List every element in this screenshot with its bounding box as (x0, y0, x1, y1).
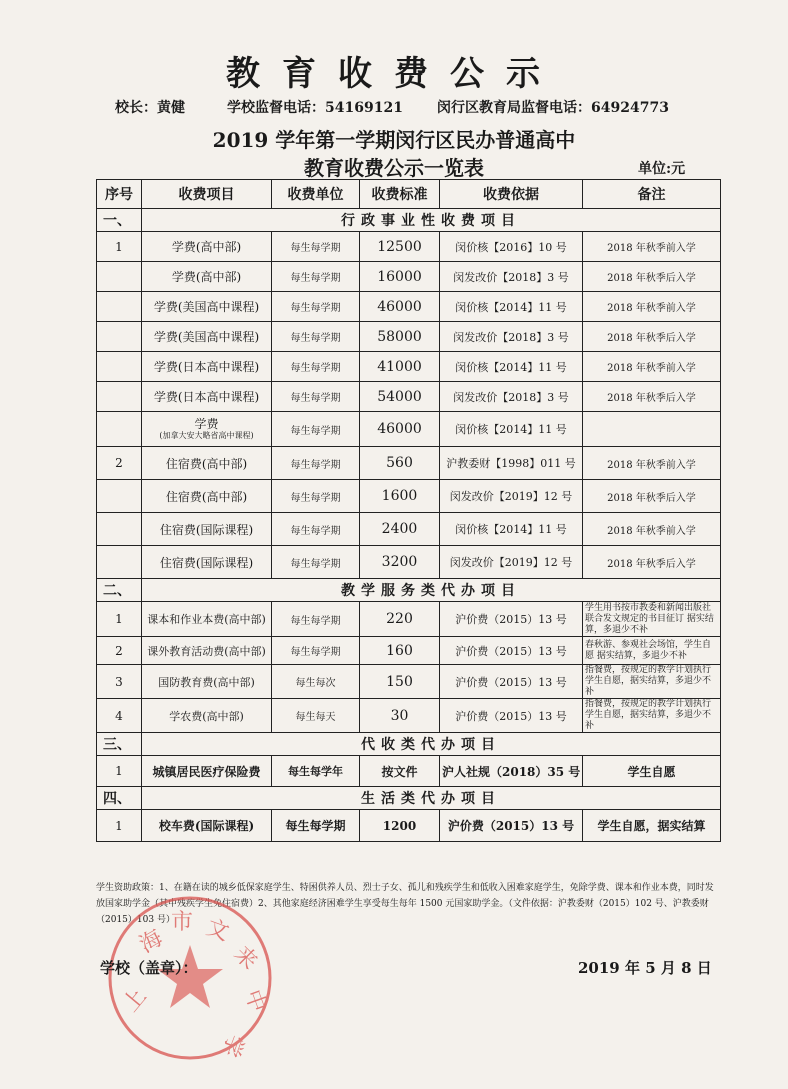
table-row (97, 546, 721, 579)
cell-item: 学费(美国高中课程) (142, 322, 272, 352)
cell-standard: 按文件 (360, 756, 440, 787)
header-no: 序号 (97, 180, 142, 209)
cell-no (97, 292, 142, 322)
currency-unit: 单位:元 (638, 161, 686, 177)
cell-no: 1 (97, 602, 142, 637)
cell-unit: 每生每学年 (272, 756, 360, 787)
cell-unit: 每生每学期 (272, 412, 360, 447)
cell-standard: 12500 (360, 232, 440, 262)
table-row (97, 665, 721, 699)
cell-note (583, 412, 721, 447)
cell-unit: 每生每天 (272, 699, 360, 733)
cell-item: 学费(日本高中课程) (142, 382, 272, 412)
header-basis: 收费依据 (440, 180, 583, 209)
cell-basis: 沪价费（2015）13 号 (440, 665, 583, 699)
cell-note: 春秋游、参观社会场馆，学生自愿 据实结算，多退少不补 (583, 637, 721, 665)
cell-unit: 每生每学期 (272, 322, 360, 352)
table-row (97, 637, 721, 665)
cell-note: 2018 年秋季前入学 (583, 292, 721, 322)
school-seal-label: 学校（盖章）： (100, 959, 198, 977)
cell-basis: 闵发改价【2019】12 号 (440, 546, 583, 579)
cell-item: 学费(美国高中课程) (142, 292, 272, 322)
cell-item (142, 412, 272, 447)
cell-no: 2 (97, 637, 142, 665)
section-label: 四、 (97, 787, 142, 810)
cell-note: 学生自愿，据实结算 (583, 810, 721, 842)
svg-text:文: 文 (202, 915, 233, 947)
cell-basis: 闵价核【2016】10 号 (440, 232, 583, 262)
table-row (97, 352, 721, 382)
table-row (97, 412, 721, 447)
cell-item: 课外教育活动费(高中部) (142, 637, 272, 665)
cell-note: 指餐费，按规定的教学计划执行 学生自愿，据实结算，多退少不补 (583, 699, 721, 733)
table-title-line1: 2019 学年第一学期闵行区民办普通高中 (212, 128, 576, 152)
cell-standard: 220 (360, 602, 440, 637)
cell-item: 课本和作业本费(高中部) (142, 602, 272, 637)
cell-item: 学费(日本高中课程) (142, 352, 272, 382)
cell-no: 4 (97, 699, 142, 733)
cell-unit: 每生每次 (272, 665, 360, 699)
fee-table (96, 179, 721, 842)
table-row (97, 480, 721, 513)
cell-standard: 46000 (360, 412, 440, 447)
section-row (97, 733, 721, 756)
financial-aid-policy: 学生资助政策：1、在籍在读的城乡低保家庭学生、特困供养人员、烈士子女、孤儿和残疾学生和低收入困难家庭学生，免除学费、课本和作业本费，同时发放国家助学金（其中残疾学生免住宿费）2、其他家庭经济困难学生享受每生每年 1500 元国家助学金。（文件依据：沪教委财（2015）102 号、沪教委财（2015）103 号） (96, 883, 714, 925)
cell-basis: 沪价费（2015）13 号 (440, 699, 583, 733)
cell-standard: 160 (360, 637, 440, 665)
cell-standard: 58000 (360, 322, 440, 352)
cell-note: 2018 年秋季前入学 (583, 447, 721, 480)
cell-no (97, 382, 142, 412)
svg-text:上: 上 (118, 983, 152, 1017)
cell-unit: 每生每学期 (272, 352, 360, 382)
cell-unit: 每生每学期 (272, 637, 360, 665)
cell-item: 校车费(国际课程) (142, 810, 272, 842)
cell-standard: 560 (360, 447, 440, 480)
school-phone: 学校监督电话：54169121 (227, 100, 403, 116)
table-row (97, 292, 721, 322)
cell-standard: 3200 (360, 546, 440, 579)
cell-unit: 每生每学期 (272, 447, 360, 480)
cell-item: 住宿费(高中部) (142, 480, 272, 513)
principal-name: 校长：黄健 (115, 100, 185, 116)
cell-standard: 2400 (360, 513, 440, 546)
cell-no: 1 (97, 810, 142, 842)
cell-standard: 41000 (360, 352, 440, 382)
cell-note: 2018 年秋季后入学 (583, 382, 721, 412)
header-standard: 收费标准 (360, 180, 440, 209)
svg-text:来: 来 (228, 941, 263, 975)
cell-standard: 150 (360, 665, 440, 699)
cell-item: 国防教育费(高中部) (142, 665, 272, 699)
svg-text:市: 市 (171, 910, 194, 935)
cell-item: 城镇居民医疗保险费 (142, 756, 272, 787)
cell-item-sub: (加拿大安大略省高中课程) (159, 430, 254, 440)
cell-unit: 每生每学期 (272, 810, 360, 842)
cell-no (97, 322, 142, 352)
section-title: 代收类代办项目 (142, 733, 721, 756)
cell-unit: 每生每学期 (272, 382, 360, 412)
cell-standard: 30 (360, 699, 440, 733)
cell-standard: 1200 (360, 810, 440, 842)
table-row (97, 810, 721, 842)
cell-item: 学费(高中部) (142, 232, 272, 262)
cell-basis: 沪价费（2015）13 号 (440, 602, 583, 637)
table-row (97, 756, 721, 787)
svg-text:中: 中 (239, 986, 271, 1016)
cell-standard: 46000 (360, 292, 440, 322)
table-row (97, 602, 721, 637)
header-item: 收费项目 (142, 180, 272, 209)
cell-basis: 闵价核【2014】11 号 (440, 513, 583, 546)
document-date: 2019 年 5 月 8 日 (578, 959, 712, 977)
table-row (97, 322, 721, 352)
section-label: 二、 (97, 579, 142, 602)
cell-item-main: 学费 (194, 416, 219, 431)
cell-note: 2018 年秋季后入学 (583, 546, 721, 579)
cell-unit: 每生每学期 (272, 513, 360, 546)
cell-note: 2018 年秋季前入学 (583, 232, 721, 262)
cell-item: 学费(高中部) (142, 262, 272, 292)
document-title: 教育收费公示 (226, 54, 562, 94)
cell-item: 住宿费(国际课程) (142, 513, 272, 546)
cell-note: 指餐费，按规定的教学计划执行 学生自愿，据实结算，多退少不补 (583, 665, 721, 699)
table-row (97, 232, 721, 262)
table-title-line2: 教育收费公示一览表 (304, 156, 484, 180)
cell-basis: 闵价核【2014】11 号 (440, 412, 583, 447)
section-row (97, 787, 721, 810)
cell-no: 1 (97, 756, 142, 787)
cell-no (97, 412, 142, 447)
cell-standard: 16000 (360, 262, 440, 292)
table-header-row (97, 180, 721, 209)
cell-unit: 每生每学期 (272, 292, 360, 322)
svg-text:学: 学 (216, 1030, 248, 1061)
table-row (97, 513, 721, 546)
cell-unit: 每生每学期 (272, 480, 360, 513)
section-row (97, 579, 721, 602)
cell-basis: 沪教委财【1998】011 号 (440, 447, 583, 480)
cell-basis: 闵发改价【2018】3 号 (440, 322, 583, 352)
cell-item: 学农费(高中部) (142, 699, 272, 733)
cell-note: 2018 年秋季前入学 (583, 352, 721, 382)
cell-unit: 每生每学期 (272, 602, 360, 637)
cell-basis: 闵价核【2014】11 号 (440, 292, 583, 322)
cell-standard: 54000 (360, 382, 440, 412)
cell-no (97, 262, 142, 292)
cell-no (97, 352, 142, 382)
section-row (97, 209, 721, 232)
cell-no: 2 (97, 447, 142, 480)
cell-note: 2018 年秋季后入学 (583, 480, 721, 513)
cell-item: 住宿费(高中部) (142, 447, 272, 480)
cell-unit: 每生每学期 (272, 232, 360, 262)
contact-line (115, 97, 715, 117)
cell-note: 2018 年秋季后入学 (583, 322, 721, 352)
table-row (97, 447, 721, 480)
cell-note: 学生自愿 (583, 756, 721, 787)
cell-unit: 每生每学期 (272, 546, 360, 579)
cell-note: 2018 年秋季前入学 (583, 513, 721, 546)
cell-unit: 每生每学期 (272, 262, 360, 292)
section-title: 行政事业性收费项目 (142, 209, 721, 232)
section-label: 一、 (97, 209, 142, 232)
cell-basis: 沪价费（2015）13 号 (440, 810, 583, 842)
table-row (97, 382, 721, 412)
school-seal (105, 893, 275, 1063)
header-note: 备注 (583, 180, 721, 209)
cell-no (97, 480, 142, 513)
cell-basis: 闵发改价【2019】12 号 (440, 480, 583, 513)
cell-note: 2018 年秋季后入学 (583, 262, 721, 292)
cell-basis: 沪价费（2015）13 号 (440, 637, 583, 665)
cell-no: 3 (97, 665, 142, 699)
cell-basis: 闵发改价【2018】3 号 (440, 382, 583, 412)
section-title: 生活类代办项目 (142, 787, 721, 810)
cell-no (97, 546, 142, 579)
cell-no (97, 513, 142, 546)
cell-basis: 沪人社规（2018）35 号 (440, 756, 583, 787)
svg-text:海: 海 (135, 925, 168, 959)
section-label: 三、 (97, 733, 142, 756)
cell-basis: 闵发改价【2018】3 号 (440, 262, 583, 292)
cell-basis: 闵价核【2014】11 号 (440, 352, 583, 382)
header-unit: 收费单位 (272, 180, 360, 209)
cell-note: 学生用书按市教委和新闻出版社联合发文规定的书目征订 据实结算，多退少不补 (583, 602, 721, 637)
cell-standard: 1600 (360, 480, 440, 513)
table-row (97, 262, 721, 292)
bureau-phone: 闵行区教育局监督电话：64924773 (437, 100, 669, 116)
cell-item: 住宿费(国际课程) (142, 546, 272, 579)
table-row (97, 699, 721, 733)
cell-no: 1 (97, 232, 142, 262)
section-title: 教学服务类代办项目 (142, 579, 721, 602)
